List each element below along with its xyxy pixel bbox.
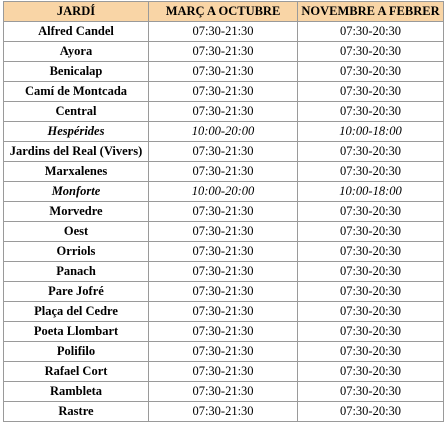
hours-november-february-cell: 07:30-20:30 [298,142,444,162]
garden-name-cell: Pare Jofré [4,282,149,302]
hours-march-october-cell: 07:30-21:30 [149,362,298,382]
table-row [4,282,444,302]
hours-march-october-cell: 07:30-21:30 [149,102,298,122]
table-row [4,162,444,182]
hours-november-february-cell: 07:30-20:30 [298,322,444,342]
garden-name-cell: Marxalenes [4,162,149,182]
hours-march-october-cell: 07:30-21:30 [149,322,298,342]
table-row [4,22,444,42]
table-row [4,382,444,402]
hours-november-february-cell: 07:30-20:30 [298,62,444,82]
hours-march-october-cell: 07:30-21:30 [149,402,298,422]
table-row [4,202,444,222]
hours-march-october-cell: 10:00-20:00 [149,182,298,202]
hours-november-february-cell: 07:30-20:30 [298,222,444,242]
hours-november-february-cell: 07:30-20:30 [298,282,444,302]
header-march-october: MARÇ A OCTUBRE [149,2,298,22]
hours-march-october-cell: 07:30-21:30 [149,162,298,182]
table-row [4,42,444,62]
hours-november-february-cell: 07:30-20:30 [298,22,444,42]
garden-name-cell: Benicalap [4,62,149,82]
hours-november-february-cell: 07:30-20:30 [298,242,444,262]
table-row [4,122,444,142]
table-header-row [4,2,444,22]
table-row [4,182,444,202]
garden-name-cell: Camí de Montcada [4,82,149,102]
hours-march-october-cell: 07:30-21:30 [149,202,298,222]
garden-name-cell: Panach [4,262,149,282]
hours-november-february-cell: 07:30-20:30 [298,402,444,422]
header-garden: JARDÍ [4,2,149,22]
garden-name-cell: Monforte [4,182,149,202]
hours-march-october-cell: 07:30-21:30 [149,342,298,362]
hours-november-february-cell: 07:30-20:30 [298,102,444,122]
table-row [4,322,444,342]
hours-march-october-cell: 07:30-21:30 [149,262,298,282]
hours-march-october-cell: 07:30-21:30 [149,282,298,302]
hours-march-october-cell: 07:30-21:30 [149,302,298,322]
hours-november-february-cell: 10:00-18:00 [298,122,444,142]
hours-march-october-cell: 07:30-21:30 [149,82,298,102]
table-row [4,242,444,262]
opening-hours-table [3,1,444,422]
hours-march-october-cell: 07:30-21:30 [149,22,298,42]
table-row [4,362,444,382]
table-row [4,82,444,102]
hours-november-february-cell: 10:00-18:00 [298,182,444,202]
table-row [4,302,444,322]
table-row [4,342,444,362]
garden-name-cell: Polifilo [4,342,149,362]
table-row [4,102,444,122]
hours-november-february-cell: 07:30-20:30 [298,162,444,182]
hours-november-february-cell: 07:30-20:30 [298,302,444,322]
garden-name-cell: Rastre [4,402,149,422]
hours-november-february-cell: 07:30-20:30 [298,82,444,102]
table-row [4,142,444,162]
garden-name-cell: Rambleta [4,382,149,402]
garden-name-cell: Rafael Cort [4,362,149,382]
hours-november-february-cell: 07:30-20:30 [298,42,444,62]
table-row [4,62,444,82]
garden-name-cell: Alfred Candel [4,22,149,42]
garden-name-cell: Orriols [4,242,149,262]
table-row [4,222,444,242]
hours-march-october-cell: 07:30-21:30 [149,242,298,262]
hours-march-october-cell: 07:30-21:30 [149,42,298,62]
garden-name-cell: Ayora [4,42,149,62]
table-row [4,402,444,422]
hours-march-october-cell: 07:30-21:30 [149,222,298,242]
header-november-february: NOVEMBRE A FEBRER [298,2,444,22]
hours-november-february-cell: 07:30-20:30 [298,262,444,282]
hours-march-october-cell: 10:00-20:00 [149,122,298,142]
garden-name-cell: Jardins del Real (Vivers) [4,142,149,162]
hours-march-october-cell: 07:30-21:30 [149,382,298,402]
hours-march-october-cell: 07:30-21:30 [149,62,298,82]
garden-name-cell: Poeta Llombart [4,322,149,342]
garden-name-cell: Central [4,102,149,122]
garden-name-cell: Hespérides [4,122,149,142]
hours-march-october-cell: 07:30-21:30 [149,142,298,162]
table-row [4,262,444,282]
hours-november-february-cell: 07:30-20:30 [298,362,444,382]
hours-november-february-cell: 07:30-20:30 [298,342,444,362]
hours-november-february-cell: 07:30-20:30 [298,202,444,222]
garden-name-cell: Oest [4,222,149,242]
garden-name-cell: Plaça del Cedre [4,302,149,322]
garden-name-cell: Morvedre [4,202,149,222]
hours-november-february-cell: 07:30-20:30 [298,382,444,402]
